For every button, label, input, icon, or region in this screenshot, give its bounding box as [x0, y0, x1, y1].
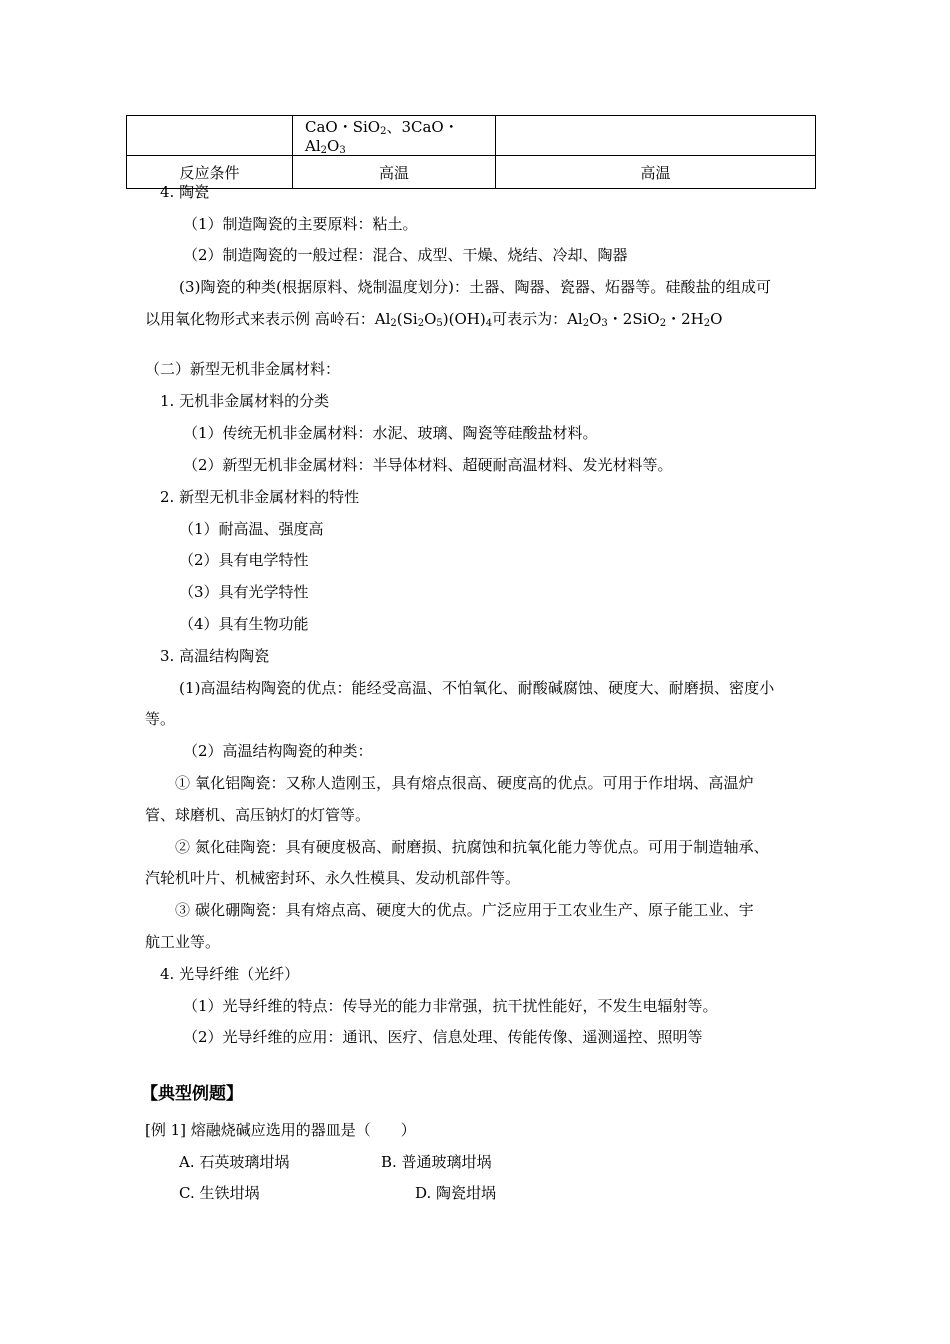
subscript: 3 — [339, 145, 346, 156]
text: O — [589, 310, 602, 328]
table-cell — [127, 116, 293, 156]
paragraph-line: （2）新型无机非金属材料：半导体材料、超硬耐高温材料、发光材料等。 — [183, 456, 673, 474]
subsection-heading: 1. 无机非金属材料的分类 — [160, 392, 330, 410]
paragraph-line: （2）制造陶瓷的一般过程：混合、成型、干燥、烧结、冷却、陶器 — [183, 246, 628, 264]
paragraph-line: (3)陶瓷的种类(根据原料、烧制温度划分)：土器、陶器、瓷器、炻器等。硅酸盐的组成可 — [179, 278, 772, 296]
paragraph-line: ① 氧化铝陶瓷：又称人造刚玉，具有熔点很高、硬度高的优点。可用于作坩埚、高温炉 — [175, 774, 754, 792]
paragraph-line: （1）耐高温、强度高 — [179, 520, 324, 538]
option-c: C. 生铁坩埚 — [179, 1184, 260, 1202]
section-heading: （二）新型无机非金属材料： — [145, 360, 341, 378]
formula-text: O — [327, 137, 340, 155]
text: 以用氧化物形式来表示例 高岭石：Al — [145, 310, 391, 328]
option-a: A. 石英玻璃坩埚 — [179, 1153, 290, 1171]
text: )(OH) — [442, 310, 486, 328]
option-d: D. 陶瓷坩埚 — [415, 1184, 497, 1202]
text: O — [424, 310, 437, 328]
table-cell-formula — [293, 116, 496, 156]
table-cell: 高温 — [293, 156, 496, 189]
text: O — [710, 310, 723, 328]
paragraph-line: （1）光导纤维的特点：传导光的能力非常强，抗干扰性能好，不发生电辐射等。 — [183, 997, 718, 1015]
properties-table — [126, 115, 816, 189]
text: ・2H — [666, 310, 704, 328]
paragraph-line: ② 氮化硅陶瓷：具有硬度极高、耐磨损、抗腐蚀和抗氧化能力等优点。可用于制造轴承、 — [175, 838, 769, 856]
subsection-heading: 2. 新型无机非金属材料的特性 — [160, 488, 360, 506]
paragraph-line-formula — [145, 309, 722, 329]
subsection-heading: 3. 高温结构陶瓷 — [160, 647, 270, 665]
paragraph-line: （1）制造陶瓷的主要原料：粘土。 — [183, 215, 418, 233]
table-cell — [496, 116, 816, 156]
paragraph-line: （1）传统无机非金属材料：水泥、玻璃、陶瓷等硅酸盐材料。 — [183, 424, 598, 442]
subscript: 5 — [436, 318, 443, 329]
paragraph-line: （4）具有生物功能 — [179, 615, 309, 633]
example-heading: 【典型例题】 — [141, 1084, 243, 1104]
subscript: 2 — [659, 318, 667, 329]
paragraph-line: （2）具有电学特性 — [179, 551, 309, 569]
text: 可表示为：Al — [492, 310, 583, 328]
table-row — [127, 116, 816, 156]
subscript: 2 — [320, 145, 328, 156]
table-row — [127, 156, 816, 189]
option-b: B. 普通玻璃坩埚 — [381, 1153, 492, 1171]
subsection-heading: 4. 光导纤维（光纤） — [160, 965, 300, 983]
section-heading: 4. 陶瓷 — [160, 183, 210, 201]
paragraph-line: 管、球磨机、高压钠灯的灯管等。 — [145, 806, 371, 824]
subscript: 2 — [380, 126, 387, 137]
paragraph-line: 航工业等。 — [145, 933, 221, 951]
text: ・2SiO — [607, 310, 660, 328]
table-cell: 高温 — [496, 156, 816, 189]
paragraph-line: （2）高温结构陶瓷的种类： — [183, 742, 373, 760]
formula-text: CaO・SiO — [305, 118, 381, 136]
paragraph-line: 等。 — [145, 710, 176, 728]
subscript: 2 — [582, 318, 590, 329]
text: (Si — [396, 310, 418, 328]
formula-text: 、3CaO・Al — [305, 118, 459, 155]
paragraph-line: (1)高温结构陶瓷的优点：能经受高温、不怕氧化、耐酸碱腐蚀、硬度大、耐磨损、密度小 — [179, 679, 775, 697]
subscript: 4 — [485, 318, 493, 329]
subscript: 3 — [601, 318, 608, 329]
subscript: 2 — [390, 318, 397, 329]
subscript: 2 — [703, 318, 711, 329]
example-question: [例 1] 熔融烧碱应选用的器皿是（ ） — [145, 1121, 416, 1139]
paragraph-line: （3）具有光学特性 — [179, 583, 309, 601]
paragraph-line: 汽轮机叶片、机械密封环、永久性模具、发动机部件等。 — [145, 869, 521, 887]
paragraph-line: （2）光导纤维的应用：通讯、医疗、信息处理、传能传像、遥测遥控、照明等 — [183, 1028, 703, 1046]
subscript: 2 — [417, 318, 425, 329]
paragraph-line: ③ 碳化硼陶瓷：具有熔点高、硬度大的优点。广泛应用于工农业生产、原子能工业、宇 — [175, 901, 754, 919]
table-cell-label: 反应条件 — [127, 156, 293, 189]
